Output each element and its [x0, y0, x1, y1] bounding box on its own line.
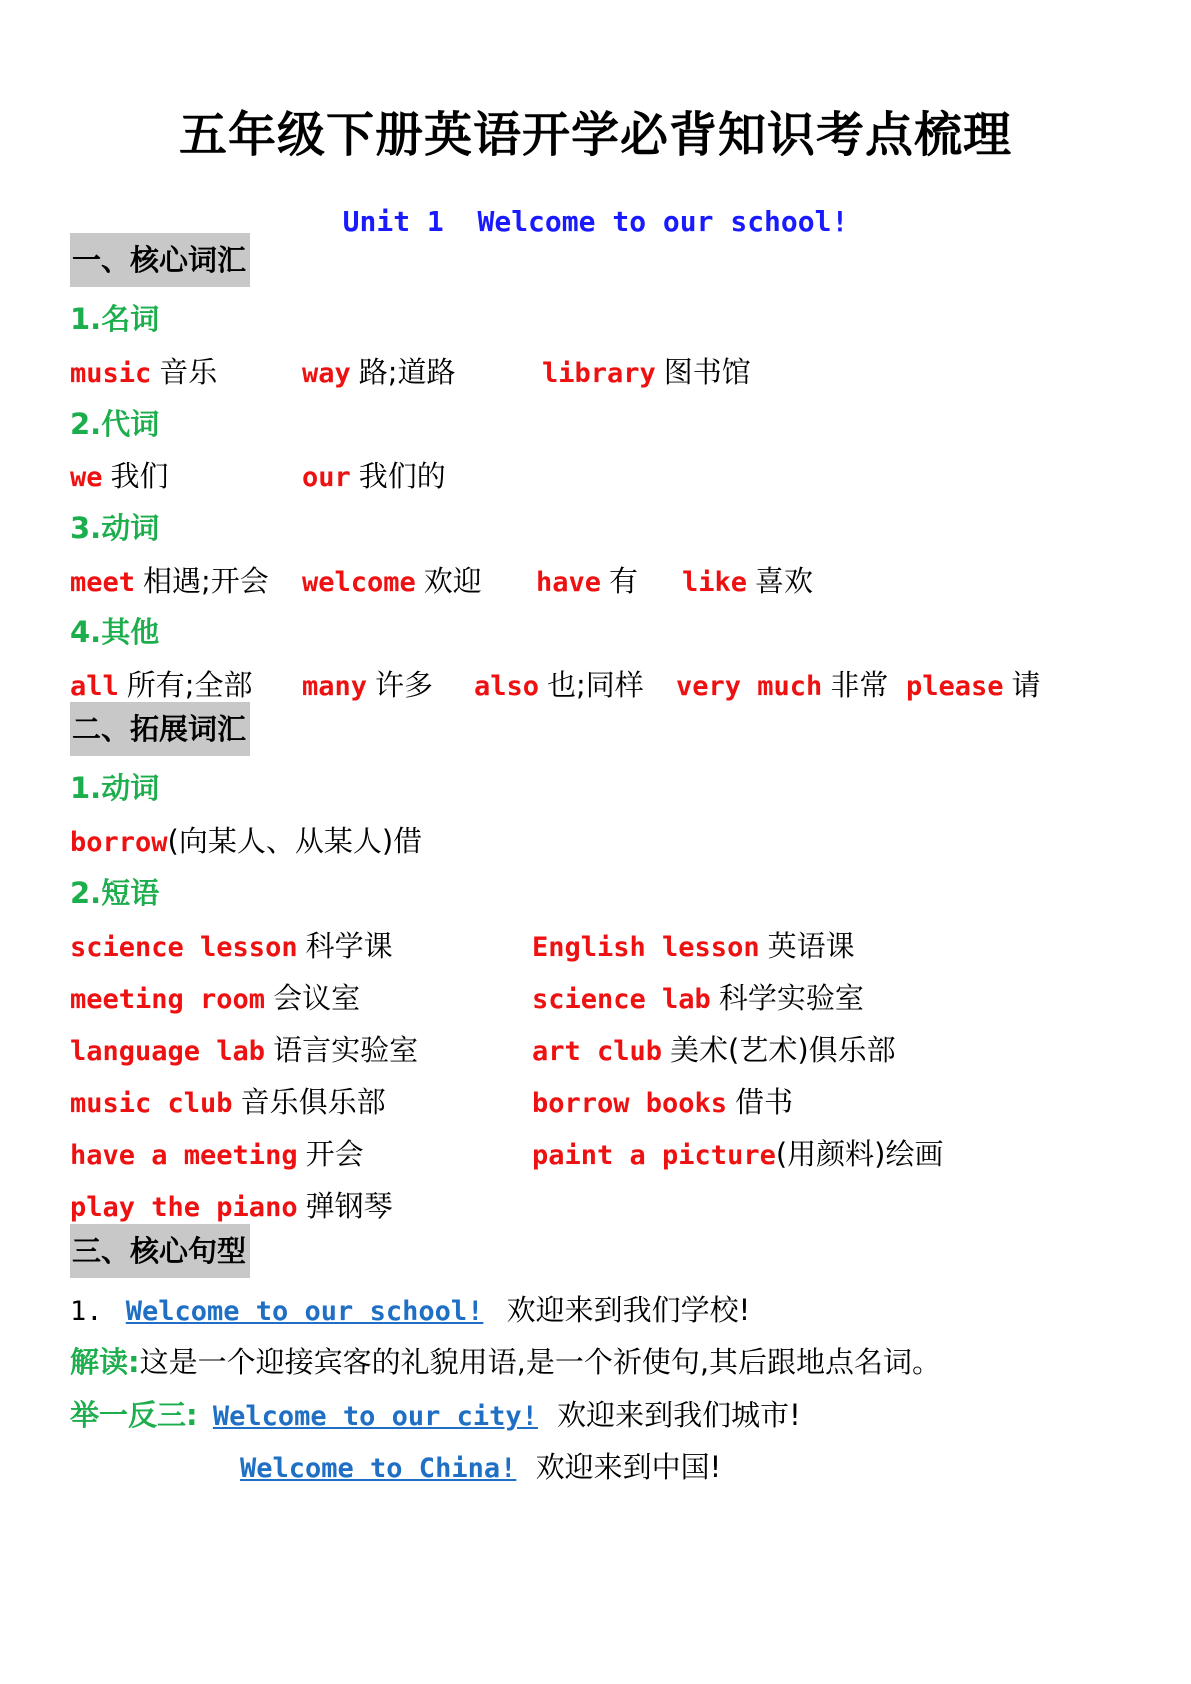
vocab-en: borrow: [70, 827, 168, 858]
subheading-ext-verbs: 1.动词: [70, 771, 160, 805]
extend-en-1: Welcome to our city!: [212, 1401, 538, 1432]
sentence-item: [70, 1288, 750, 1329]
phrase-item: [532, 1132, 943, 1173]
vocab-item: [70, 663, 253, 704]
vocab-item: [682, 559, 813, 600]
phrase-en: music club: [70, 1088, 233, 1119]
phrase-zh: 科学课: [305, 929, 393, 963]
phrase-item: [532, 976, 864, 1017]
sentence-en: Welcome to our school!: [125, 1296, 484, 1327]
phrase-en: science lesson: [70, 932, 298, 963]
explain-text: 这是一个迎接宾客的礼貌用语,是一个祈使句,其后跟地点名词。: [139, 1345, 942, 1379]
subheading-pronouns: 2.代词: [70, 407, 160, 441]
phrase-zh: 会议室: [273, 981, 361, 1015]
phrase-zh: 弹钢琴: [305, 1189, 393, 1223]
extend-en-2: Welcome to China!: [240, 1453, 517, 1484]
phrase-item: [70, 1028, 418, 1069]
phrase-item: [532, 1028, 896, 1069]
vocab-en: meet: [70, 567, 136, 598]
vocab-item: [70, 350, 217, 391]
sentence-number: 1.: [70, 1296, 103, 1327]
vocab-en: our: [302, 462, 351, 493]
vocab-item: [302, 350, 456, 391]
phrase-zh: 科学实验室: [718, 981, 864, 1015]
vocab-en: very much: [676, 671, 823, 702]
extend-item: [70, 1393, 801, 1434]
vocab-zh: 许多: [375, 668, 434, 702]
phrase-zh: 英语课: [767, 929, 855, 963]
vocab-en: many: [302, 671, 368, 702]
vocab-item: [70, 454, 169, 495]
phrase-zh: (用颜料)绘画: [775, 1137, 944, 1171]
vocab-zh: 所有;全部: [126, 668, 253, 702]
extend-label: 举一反三:: [70, 1398, 198, 1432]
vocab-zh: (向某人、从某人)借: [167, 824, 423, 858]
vocab-zh: 请: [1011, 668, 1041, 702]
sentence-zh: 欢迎来到我们学校!: [506, 1293, 751, 1327]
vocab-item: [474, 663, 644, 704]
vocab-item: [302, 454, 446, 495]
section-core-vocab: 一、核心词汇: [70, 233, 250, 287]
unit-heading: Unit 1 Welcome to our school!: [342, 205, 849, 238]
phrase-en: meeting room: [70, 984, 266, 1015]
section-ext-vocab: 二、拓展词汇: [70, 702, 250, 756]
vocab-en: way: [302, 358, 351, 389]
vocab-zh: 我们的: [358, 459, 446, 493]
phrase-en: science lab: [532, 984, 711, 1015]
vocab-en: welcome: [302, 567, 416, 598]
explain-label: 解读:: [70, 1345, 140, 1379]
phrase-en: have a meeting: [70, 1140, 298, 1171]
phrase-en: play the piano: [70, 1192, 298, 1223]
phrase-item: [70, 1080, 386, 1121]
vocab-en: all: [70, 671, 119, 702]
phrase-en: English lesson: [532, 932, 760, 963]
phrase-en: language lab: [70, 1036, 266, 1067]
vocab-item: [542, 350, 751, 391]
vocab-zh: 图书馆: [663, 355, 751, 389]
phrase-zh: 语言实验室: [273, 1033, 419, 1067]
vocab-zh: 音乐: [159, 355, 218, 389]
phrase-item: [70, 976, 360, 1017]
extend-item: [240, 1445, 721, 1486]
vocab-item: [70, 819, 422, 860]
vocab-zh: 路;道路: [358, 355, 456, 389]
subheading-verbs: 3.动词: [70, 511, 160, 545]
vocab-item: [906, 663, 1041, 704]
vocab-item: [302, 663, 433, 704]
vocab-en: we: [70, 462, 103, 493]
phrase-zh: 借书: [735, 1085, 794, 1119]
vocab-zh: 有: [609, 564, 639, 598]
vocab-item: [536, 559, 638, 600]
extend-zh-1: 欢迎来到我们城市!: [557, 1398, 801, 1432]
vocab-zh: 欢迎: [423, 564, 482, 598]
extend-zh-2: 欢迎来到中国!: [535, 1450, 722, 1484]
vocab-zh: 喜欢: [755, 564, 814, 598]
phrase-en: paint a picture: [532, 1140, 776, 1171]
phrase-item: [70, 1132, 364, 1173]
vocab-item: [70, 559, 269, 600]
phrase-zh: 音乐俱乐部: [240, 1085, 386, 1119]
subheading-phrases: 2.短语: [70, 876, 160, 910]
phrase-item: [70, 924, 393, 965]
vocab-en: please: [906, 671, 1004, 702]
page-title: 五年级下册英语开学必背知识考点梳理: [178, 107, 1012, 163]
phrase-item: [70, 1184, 393, 1225]
subheading-nouns: 1.名词: [70, 302, 160, 336]
phrase-zh: 开会: [305, 1137, 364, 1171]
section-core-sentences: 三、核心句型: [70, 1224, 250, 1278]
vocab-en: like: [682, 567, 748, 598]
vocab-en: library: [542, 358, 656, 389]
vocab-en: have: [536, 567, 602, 598]
phrase-en: art club: [532, 1036, 663, 1067]
vocab-en: music: [70, 358, 152, 389]
phrase-en: borrow books: [532, 1088, 728, 1119]
vocab-item: [676, 663, 888, 704]
subheading-others: 4.其他: [70, 615, 160, 649]
vocab-zh: 也;同样: [547, 668, 644, 702]
vocab-zh: 相遇;开会: [143, 564, 269, 598]
explain-item: [70, 1340, 941, 1381]
vocab-zh: 非常: [830, 668, 889, 702]
phrase-item: [532, 924, 855, 965]
vocab-en: also: [474, 671, 540, 702]
vocab-zh: 我们: [110, 459, 169, 493]
phrase-zh: 美术(艺术)俱乐部: [670, 1033, 896, 1067]
phrase-item: [532, 1080, 793, 1121]
vocab-item: [302, 559, 482, 600]
